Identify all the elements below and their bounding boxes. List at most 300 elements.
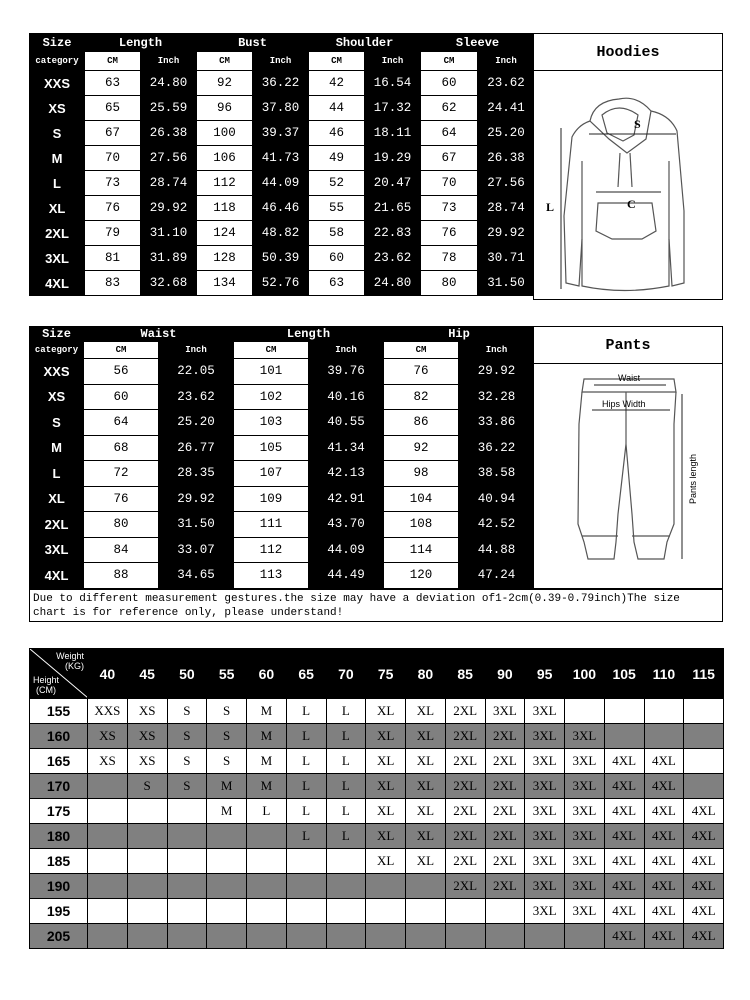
hoodie-size-row <box>30 271 535 296</box>
size-recommendation <box>88 899 128 924</box>
size-recommendation: 4XL <box>684 924 724 949</box>
weight-header: 45 <box>127 649 167 699</box>
size-recommendation <box>604 724 644 749</box>
size-recommendation: S <box>127 774 167 799</box>
size-recommendation <box>406 924 446 949</box>
size-recommendation: 2XL <box>485 749 525 774</box>
size-recommendation: 2XL <box>445 699 485 724</box>
inch-value: 31.10 <box>141 221 197 246</box>
size-recommendation <box>167 924 207 949</box>
size-recommendation: XL <box>406 824 446 849</box>
hoodie-size-row <box>30 96 535 121</box>
inch-value: 48.82 <box>253 221 309 246</box>
size-recommendation: 3XL <box>525 849 565 874</box>
cm-value: 83 <box>85 271 141 296</box>
size-recommendation <box>88 774 128 799</box>
size-recommendation <box>286 924 326 949</box>
size-recommendation: XL <box>406 799 446 824</box>
cm-value: 112 <box>234 537 309 563</box>
weight-header: 40 <box>88 649 128 699</box>
size-recommendation: L <box>286 749 326 774</box>
size-recommendation <box>127 799 167 824</box>
size-recommendation: 4XL <box>604 774 644 799</box>
size-recommendation: 4XL <box>644 899 684 924</box>
unit-cm: CM <box>85 52 141 71</box>
size-recommendation <box>127 924 167 949</box>
size-recommendation: 3XL <box>525 749 565 774</box>
sleeve-header: Sleeve <box>421 34 535 52</box>
size-recommendation <box>684 749 724 774</box>
weight-height-size-table <box>29 648 724 949</box>
cm-value: 65 <box>85 96 141 121</box>
pants-length-label: Pants length <box>688 453 698 504</box>
height-label: 155 <box>30 699 88 724</box>
cm-value: 102 <box>234 384 309 410</box>
unit-inch: Inch <box>253 52 309 71</box>
cm-value: 56 <box>84 359 159 385</box>
cm-value: 79 <box>85 221 141 246</box>
cm-value: 134 <box>197 271 253 296</box>
weight-header: 90 <box>485 649 525 699</box>
size-label: XS <box>30 96 85 121</box>
size-recommendation: S <box>167 749 207 774</box>
pants-size-row <box>30 512 535 538</box>
hoodie-size-row <box>30 221 535 246</box>
size-recommendation: 2XL <box>445 824 485 849</box>
weight-header: 80 <box>406 649 446 699</box>
size-recommendation <box>167 824 207 849</box>
pants-size-row <box>30 435 535 461</box>
size-recommendation <box>644 724 684 749</box>
size-disclaimer: Due to different measurement gestures.the size may have a deviation of1-2cm(0.39-0.79inch)The size chart is for reference only, please understand! <box>29 589 723 622</box>
inch-value: 22.83 <box>365 221 421 246</box>
length-header: Length <box>234 327 384 342</box>
category-header: category <box>30 342 84 359</box>
inch-value: 42.13 <box>309 461 384 487</box>
size-recommendation: XL <box>366 849 406 874</box>
pants-size-row <box>30 537 535 563</box>
inch-value: 27.56 <box>478 171 535 196</box>
size-recommendation: 4XL <box>644 849 684 874</box>
inch-value: 21.65 <box>365 196 421 221</box>
inch-value: 19.29 <box>365 146 421 171</box>
size-recommendation: M <box>247 724 287 749</box>
size-recommendation <box>445 899 485 924</box>
cm-value: 62 <box>421 96 478 121</box>
category-header: category <box>30 52 85 71</box>
inch-value: 39.76 <box>309 359 384 385</box>
size-recommendation: XL <box>406 749 446 774</box>
height-row <box>30 849 724 874</box>
cm-value: 76 <box>85 196 141 221</box>
weight-header: 75 <box>366 649 406 699</box>
cm-value: 80 <box>84 512 159 538</box>
size-recommendation: 4XL <box>684 849 724 874</box>
inch-value: 25.20 <box>159 410 234 436</box>
cm-value: 124 <box>197 221 253 246</box>
size-recommendation: L <box>326 699 366 724</box>
unit-cm: CM <box>84 342 159 359</box>
size-recommendation <box>326 899 366 924</box>
size-recommendation: 2XL <box>485 874 525 899</box>
size-recommendation <box>485 924 525 949</box>
size-label: S <box>30 121 85 146</box>
cm-value: 72 <box>84 461 159 487</box>
size-recommendation: 4XL <box>604 749 644 774</box>
size-recommendation <box>684 774 724 799</box>
cm-value: 96 <box>197 96 253 121</box>
size-recommendation <box>445 924 485 949</box>
size-recommendation <box>247 849 287 874</box>
inch-value: 46.46 <box>253 196 309 221</box>
size-label: 2XL <box>30 221 85 246</box>
height-label: 190 <box>30 874 88 899</box>
cm-value: 76 <box>421 221 478 246</box>
cm-value: 49 <box>309 146 365 171</box>
size-recommendation: L <box>326 724 366 749</box>
size-recommendation: L <box>286 724 326 749</box>
length-header: Length <box>85 34 197 52</box>
unit-cm: CM <box>309 52 365 71</box>
size-recommendation: 4XL <box>644 824 684 849</box>
cm-value: 78 <box>421 246 478 271</box>
inch-value: 40.94 <box>459 486 535 512</box>
weight-header: 115 <box>684 649 724 699</box>
unit-inch: Inch <box>159 342 234 359</box>
size-recommendation: 3XL <box>525 699 565 724</box>
size-recommendation <box>167 849 207 874</box>
size-recommendation: XS <box>127 699 167 724</box>
size-recommendation: 3XL <box>565 849 605 874</box>
size-recommendation: XL <box>366 799 406 824</box>
size-recommendation: 3XL <box>525 774 565 799</box>
size-recommendation: 3XL <box>565 749 605 774</box>
size-recommendation: 4XL <box>644 774 684 799</box>
hoodies-rows <box>30 71 535 296</box>
size-label: XXS <box>30 359 84 385</box>
inch-value: 24.41 <box>478 96 535 121</box>
inch-value: 50.39 <box>253 246 309 271</box>
cm-value: 111 <box>234 512 309 538</box>
inch-value: 36.22 <box>459 435 535 461</box>
size-recommendation <box>88 849 128 874</box>
cm-value: 64 <box>421 121 478 146</box>
hip-header: Hip <box>384 327 535 342</box>
cm-value: 88 <box>84 563 159 589</box>
size-recommendation: 4XL <box>644 749 684 774</box>
size-recommendation: XL <box>406 724 446 749</box>
size-recommendation <box>485 899 525 924</box>
size-recommendation: 3XL <box>565 774 605 799</box>
cm-value: 112 <box>197 171 253 196</box>
inch-value: 29.92 <box>141 196 197 221</box>
size-recommendation <box>366 924 406 949</box>
hoodie-size-row <box>30 121 535 146</box>
cm-value: 106 <box>197 146 253 171</box>
pants-rows <box>30 359 535 589</box>
cm-value: 76 <box>84 486 159 512</box>
inch-value: 28.74 <box>141 171 197 196</box>
inch-value: 23.62 <box>478 71 535 96</box>
inch-value: 44.88 <box>459 537 535 563</box>
cm-value: 76 <box>384 359 459 385</box>
size-recommendation <box>565 924 605 949</box>
size-recommendation: XL <box>366 699 406 724</box>
weight-header: 50 <box>167 649 207 699</box>
cm-value: 118 <box>197 196 253 221</box>
size-header: Size <box>30 34 85 52</box>
inch-value: 31.50 <box>159 512 234 538</box>
size-recommendation <box>366 899 406 924</box>
pants-size-table <box>29 326 535 589</box>
size-recommendation <box>247 924 287 949</box>
size-recommendation: 2XL <box>485 774 525 799</box>
hoodie-illustration <box>534 71 722 299</box>
pants-diagram-panel <box>533 326 723 589</box>
cm-value: 81 <box>85 246 141 271</box>
size-recommendation: 4XL <box>644 799 684 824</box>
size-recommendation <box>247 899 287 924</box>
size-recommendation: 3XL <box>565 874 605 899</box>
inch-value: 32.68 <box>141 271 197 296</box>
size-recommendation: 3XL <box>525 899 565 924</box>
cm-value: 67 <box>421 146 478 171</box>
cm-value: 84 <box>84 537 159 563</box>
size-recommendation: M <box>247 699 287 724</box>
corner-kg-label: (KG) <box>65 661 84 671</box>
size-recommendation: L <box>326 799 366 824</box>
size-recommendation <box>127 899 167 924</box>
inch-value: 29.92 <box>159 486 234 512</box>
size-recommendation: M <box>207 774 247 799</box>
unit-cm: CM <box>197 52 253 71</box>
size-label: L <box>30 171 85 196</box>
size-recommendation: 4XL <box>604 924 644 949</box>
cm-value: 52 <box>309 171 365 196</box>
size-recommendation: 2XL <box>485 724 525 749</box>
size-recommendation: M <box>247 774 287 799</box>
cm-value: 60 <box>84 384 159 410</box>
weight-header: 60 <box>247 649 287 699</box>
inch-value: 28.74 <box>478 196 535 221</box>
hoodies-diagram-panel <box>533 33 723 300</box>
hips-width-label: Hips Width <box>602 399 646 409</box>
size-recommendation <box>247 874 287 899</box>
inch-value: 20.47 <box>365 171 421 196</box>
diagram-label-c: C <box>627 197 636 211</box>
size-recommendation: 3XL <box>565 799 605 824</box>
inch-value: 52.76 <box>253 271 309 296</box>
height-row <box>30 824 724 849</box>
inch-value: 44.09 <box>253 171 309 196</box>
weight-header: 100 <box>565 649 605 699</box>
size-recommendation: 2XL <box>445 749 485 774</box>
size-recommendation: XL <box>366 774 406 799</box>
size-recommendation <box>406 899 446 924</box>
size-recommendation: L <box>326 824 366 849</box>
inch-value: 38.58 <box>459 461 535 487</box>
size-recommendation: M <box>247 749 287 774</box>
corner-weight-label: Weight <box>56 651 84 661</box>
inch-value: 26.77 <box>159 435 234 461</box>
cm-value: 63 <box>85 71 141 96</box>
size-recommendation <box>167 899 207 924</box>
inch-value: 23.62 <box>159 384 234 410</box>
size-recommendation <box>88 874 128 899</box>
size-recommendation <box>247 824 287 849</box>
cm-value: 104 <box>384 486 459 512</box>
size-recommendation: 2XL <box>445 849 485 874</box>
size-label: M <box>30 146 85 171</box>
size-recommendation: L <box>326 749 366 774</box>
size-recommendation: 3XL <box>525 824 565 849</box>
size-recommendation: S <box>207 749 247 774</box>
size-recommendation: XS <box>127 749 167 774</box>
height-label: 160 <box>30 724 88 749</box>
pants-size-row <box>30 563 535 589</box>
cm-value: 92 <box>384 435 459 461</box>
hoodie-size-row <box>30 71 535 96</box>
size-recommendation <box>127 849 167 874</box>
cm-value: 107 <box>234 461 309 487</box>
cm-value: 67 <box>85 121 141 146</box>
cm-value: 103 <box>234 410 309 436</box>
size-recommendation <box>406 874 446 899</box>
size-recommendation <box>88 924 128 949</box>
size-recommendation: 3XL <box>525 874 565 899</box>
weight-height-rows <box>30 699 724 949</box>
cm-value: 108 <box>384 512 459 538</box>
inch-value: 27.56 <box>141 146 197 171</box>
cm-value: 109 <box>234 486 309 512</box>
inch-value: 22.05 <box>159 359 234 385</box>
size-recommendation: 2XL <box>485 824 525 849</box>
pants-size-row <box>30 410 535 436</box>
inch-value: 29.92 <box>459 359 535 385</box>
size-recommendation: 2XL <box>445 774 485 799</box>
cm-value: 55 <box>309 196 365 221</box>
inch-value: 18.11 <box>365 121 421 146</box>
inch-value: 40.55 <box>309 410 384 436</box>
size-recommendation: 4XL <box>604 799 644 824</box>
size-label: 4XL <box>30 563 84 589</box>
size-recommendation: XS <box>88 724 128 749</box>
size-recommendation: S <box>207 724 247 749</box>
size-recommendation <box>167 874 207 899</box>
inch-value: 25.20 <box>478 121 535 146</box>
weight-header: 55 <box>207 649 247 699</box>
height-label: 175 <box>30 799 88 824</box>
unit-cm: CM <box>234 342 309 359</box>
height-row <box>30 799 724 824</box>
size-recommendation <box>326 924 366 949</box>
inch-value: 26.38 <box>141 121 197 146</box>
unit-inch: Inch <box>365 52 421 71</box>
hoodies-size-table <box>29 33 535 296</box>
size-recommendation <box>286 874 326 899</box>
size-recommendation: L <box>247 799 287 824</box>
size-recommendation: L <box>286 699 326 724</box>
size-recommendation: 4XL <box>644 924 684 949</box>
height-label: 165 <box>30 749 88 774</box>
cm-value: 113 <box>234 563 309 589</box>
inch-value: 28.35 <box>159 461 234 487</box>
size-recommendation: XS <box>88 749 128 774</box>
size-recommendation: 4XL <box>684 799 724 824</box>
weight-header: 70 <box>326 649 366 699</box>
inch-value: 34.65 <box>159 563 234 589</box>
hoodie-size-row <box>30 246 535 271</box>
height-row <box>30 924 724 949</box>
inch-value: 29.92 <box>478 221 535 246</box>
unit-inch: Inch <box>459 342 535 359</box>
size-recommendation: 3XL <box>565 824 605 849</box>
size-recommendation: 3XL <box>565 724 605 749</box>
size-recommendation: 3XL <box>525 799 565 824</box>
hoodie-size-row <box>30 146 535 171</box>
size-label: XL <box>30 486 84 512</box>
size-label: 2XL <box>30 512 84 538</box>
size-recommendation: XL <box>366 724 406 749</box>
inch-value: 44.09 <box>309 537 384 563</box>
height-label: 185 <box>30 849 88 874</box>
size-recommendation: 4XL <box>604 899 644 924</box>
size-recommendation <box>366 874 406 899</box>
unit-inch: Inch <box>309 342 384 359</box>
waist-header: Waist <box>84 327 234 342</box>
size-label: XXS <box>30 71 85 96</box>
size-recommendation: 2XL <box>485 849 525 874</box>
height-label: 195 <box>30 899 88 924</box>
size-recommendation <box>127 824 167 849</box>
size-recommendation: 4XL <box>604 824 644 849</box>
size-recommendation: L <box>286 774 326 799</box>
size-recommendation: XL <box>366 824 406 849</box>
weight-header: 95 <box>525 649 565 699</box>
inch-value: 33.86 <box>459 410 535 436</box>
size-label: XL <box>30 196 85 221</box>
weight-header: 105 <box>604 649 644 699</box>
cm-value: 60 <box>309 246 365 271</box>
inch-value: 43.70 <box>309 512 384 538</box>
inch-value: 39.37 <box>253 121 309 146</box>
size-recommendation: 2XL <box>485 799 525 824</box>
height-row <box>30 699 724 724</box>
unit-inch: Inch <box>478 52 535 71</box>
weight-height-corner <box>30 649 88 699</box>
inch-value: 33.07 <box>159 537 234 563</box>
cm-value: 114 <box>384 537 459 563</box>
unit-cm: CM <box>421 52 478 71</box>
size-recommendation: L <box>286 799 326 824</box>
cm-value: 101 <box>234 359 309 385</box>
cm-value: 100 <box>197 121 253 146</box>
unit-inch: Inch <box>141 52 197 71</box>
pants-title: Pants <box>534 327 722 364</box>
cm-value: 44 <box>309 96 365 121</box>
size-recommendation: L <box>286 824 326 849</box>
inch-value: 40.16 <box>309 384 384 410</box>
size-recommendation: 2XL <box>445 799 485 824</box>
height-row <box>30 774 724 799</box>
inch-value: 41.34 <box>309 435 384 461</box>
inch-value: 42.91 <box>309 486 384 512</box>
size-recommendation: 2XL <box>445 724 485 749</box>
size-recommendation: XXS <box>88 699 128 724</box>
inch-value: 42.52 <box>459 512 535 538</box>
inch-value: 32.28 <box>459 384 535 410</box>
cm-value: 105 <box>234 435 309 461</box>
